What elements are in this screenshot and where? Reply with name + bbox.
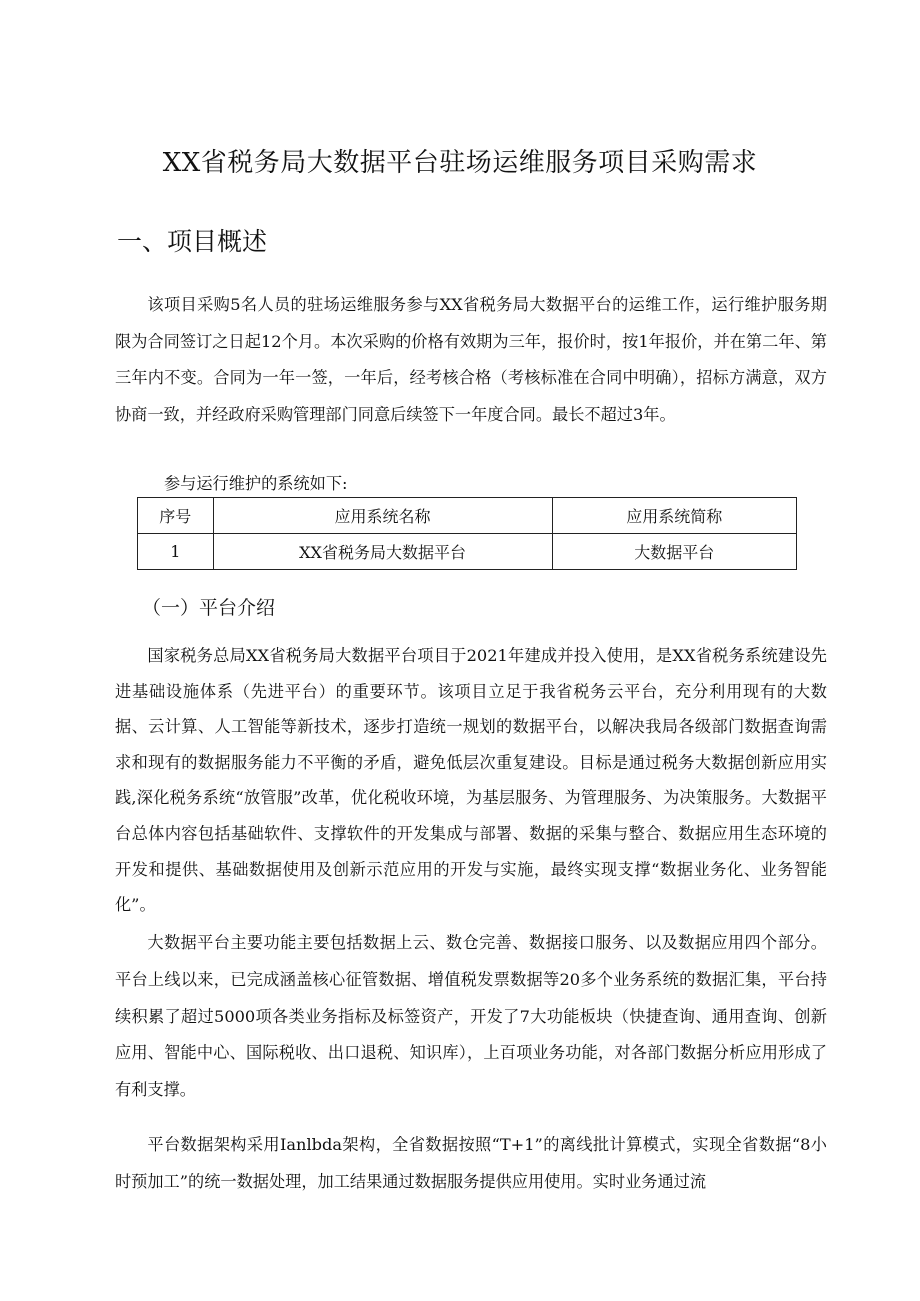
table-header-cell: 应用系统名称	[213, 498, 552, 534]
section-heading-overview: 一、项目概述	[117, 227, 268, 256]
table-row	[138, 534, 797, 570]
document-title: XX省税务局大数据平台驻场运维服务项目采购需求	[162, 148, 758, 178]
table-header-row	[138, 498, 797, 534]
table-caption: 参与运行维护的系统如下:	[164, 474, 348, 493]
platform-intro-paragraph: 国家税务总局XX省税务局大数据平台项目于2021年建成并投入使用，是XX省税务系统建设先进基础设施体系（先进平台）的重要环节。该项目立足于我省税务云平台，充分利用现有的大数据、云计算、人工智能等新技术，逐步打造统一规划的数据平台，以解决我局各级部门数据查询需求和现有的数据服务能力不平衡的矛盾，避免低层次重复建设。目标是通过税务大数据创新应用实践,深化税务系统“放管服”改革，优化税收环境，为基层服务、为管理服务、为决策服务。大数据平台总体内容包括基础软件、支撑软件的开发集成与部署、数据的采集与整合、数据应用生态环境的开发和提供、基础数据使用及创新示范应用的开发与实施，最终实现支撑“数据业务化、业务智能化”。	[115, 646, 827, 915]
table-header-cell: 序号	[138, 498, 214, 534]
overview-paragraph: 该项目采购5名人员的驻场运维服务参与XX省税务局大数据平台的运维工作，运行维护服务期限为合同签订之日起12个月。本次采购的价格有效期为三年，报价时，按1年报价，并在第二年、第三年内不变。合同为一年一签，一年后，经考核合格（考核标准在合同中明确），招标方满意，双方协商一致，并经政府采购管理部门同意后续签下一年度合同。最长不超过3年。	[115, 295, 827, 424]
systems-table	[137, 497, 797, 570]
platform-functions-paragraph: 大数据平台主要功能主要包括数据上云、数仓完善、数据接口服务、以及数据应用四个部分。平台上线以来，已完成涵盖核心征管数据、增值税发票数据等20多个业务系统的数据汇集，平台持续积累了超过5000项各类业务指标及标签资产，开发了7大功能板块（快捷查询、通用查询、创新应用、智能中心、国际税收、出口退税、知识库），上百项业务功能，对各部门数据分析应用形成了有利支撑。	[115, 933, 827, 1100]
table-cell: XX省税务局大数据平台	[213, 534, 552, 570]
platform-architecture-paragraph: 平台数据架构采用Ianlbda架构，全省数据按照“T+1”的离线批计算模式，实现全省数据“8小时预加工”的统一数据处理，加工结果通过数据服务提供应用使用。实时业务通过流	[115, 1135, 827, 1191]
table-cell: 1	[138, 534, 214, 570]
table-header-cell: 应用系统简称	[552, 498, 797, 534]
subsection-heading-platform-intro: （一）平台介绍	[142, 597, 276, 619]
table-cell: 大数据平台	[552, 534, 797, 570]
